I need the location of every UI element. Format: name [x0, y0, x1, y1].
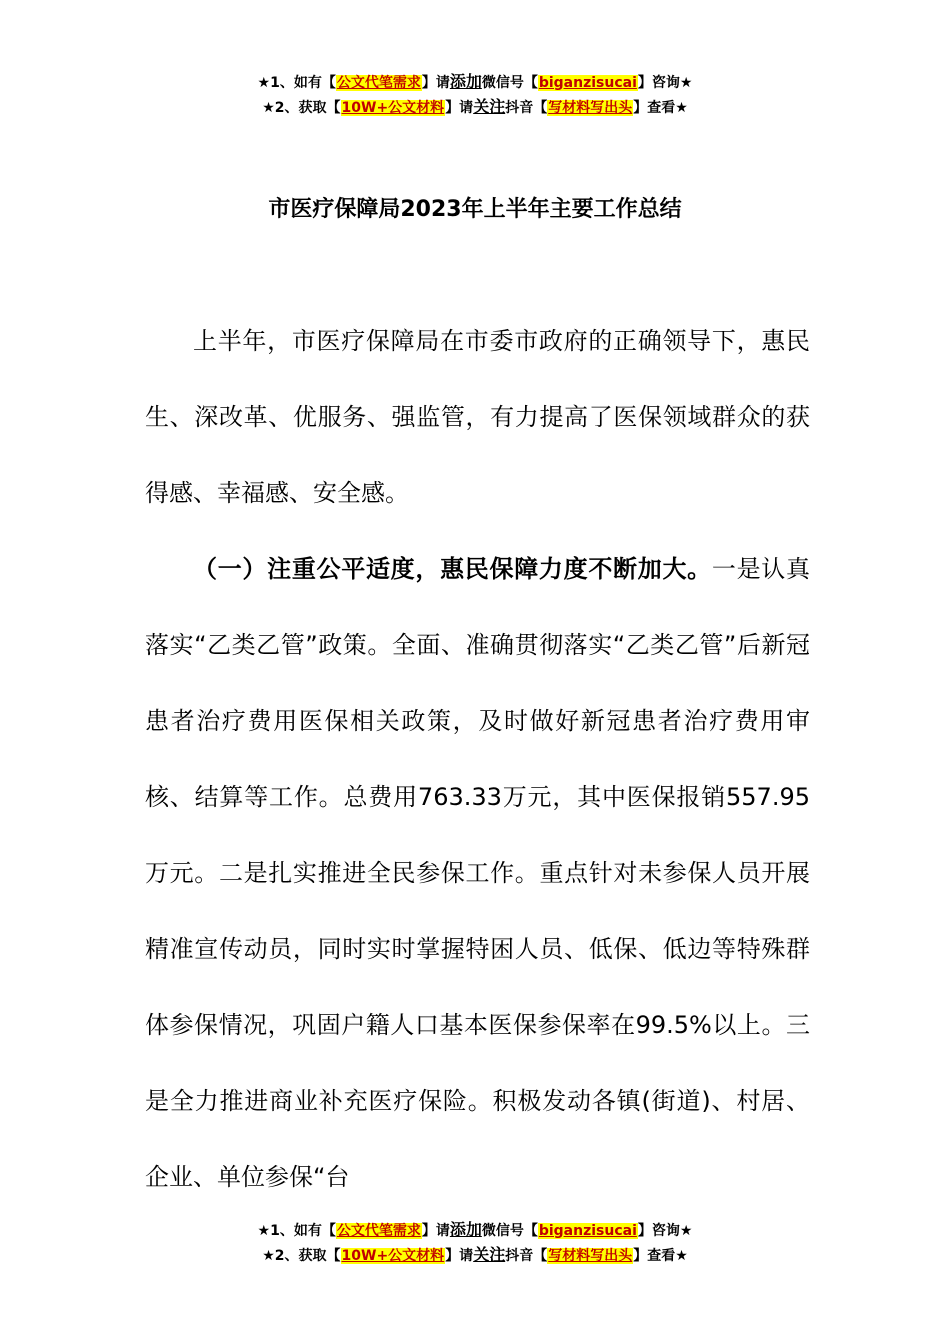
banner-keyword: 关注 — [473, 97, 506, 116]
banner-keyword: 添加 — [449, 72, 482, 91]
banner-highlight: 公文代笔需求 — [336, 75, 421, 91]
banner-highlight: 写材料写出头 — [548, 100, 633, 116]
banner-highlight: 写材料写出头 — [548, 1248, 633, 1264]
top-banner — [0, 70, 950, 120]
section-1-heading: （一）注重公平适度，惠民保障力度不断加大。 — [193, 555, 712, 583]
banner-keyword: 关注 — [473, 1245, 506, 1264]
banner-highlight: biganzisucai — [538, 1223, 637, 1239]
banner-highlight: 10W+公文材料 — [341, 100, 445, 116]
section-1-paragraph — [145, 531, 810, 1215]
banner-highlight: 公文代笔需求 — [336, 1223, 421, 1239]
banner-line-2: ★2、获取【10W+公文材料】请关注抖音【写材料写出头】查看★ — [262, 1245, 688, 1264]
section-1-body: 一是认真落实“乙类乙管”政策。全面、准确贯彻落实“乙类乙管”后新冠患者治疗费用医保相关政策，及时做好新冠患者治疗费用审核、结算等工作。总费用763.33万元，其中医保报销557.95万元。二是扎实推进全民参保工作。重点针对未参保人员开展精准宣传动员，同时实时掌握特困人员、低保、低边等特殊群体参保情况，巩固户籍人口基本医保参保率在99.5%以上。三是全力推进商业补充医疗保险。积极发动各镇(街道)、村居、企业、单位参保“台 — [145, 555, 810, 1191]
banner-line-1: ★1、如有【公文代笔需求】请添加微信号【biganzisucai】咨询★ — [257, 72, 693, 91]
document-title: 市医疗保障局2023年上半年主要工作总结 — [268, 197, 682, 222]
bottom-banner — [0, 1218, 950, 1268]
intro-paragraph: 上半年，市医疗保障局在市委市政府的正确领导下，惠民生、深改革、优服务、强监管，有力提高了医保领域群众的获得感、幸福感、安全感。 — [145, 327, 810, 507]
banner-keyword: 添加 — [449, 1220, 482, 1239]
banner-highlight: biganzisucai — [538, 75, 637, 91]
document-body — [145, 303, 810, 1215]
banner-highlight: 10W+公文材料 — [341, 1248, 445, 1264]
banner-line-1: ★1、如有【公文代笔需求】请添加微信号【biganzisucai】咨询★ — [257, 1220, 693, 1239]
banner-line-2: ★2、获取【10W+公文材料】请关注抖音【写材料写出头】查看★ — [262, 97, 688, 116]
